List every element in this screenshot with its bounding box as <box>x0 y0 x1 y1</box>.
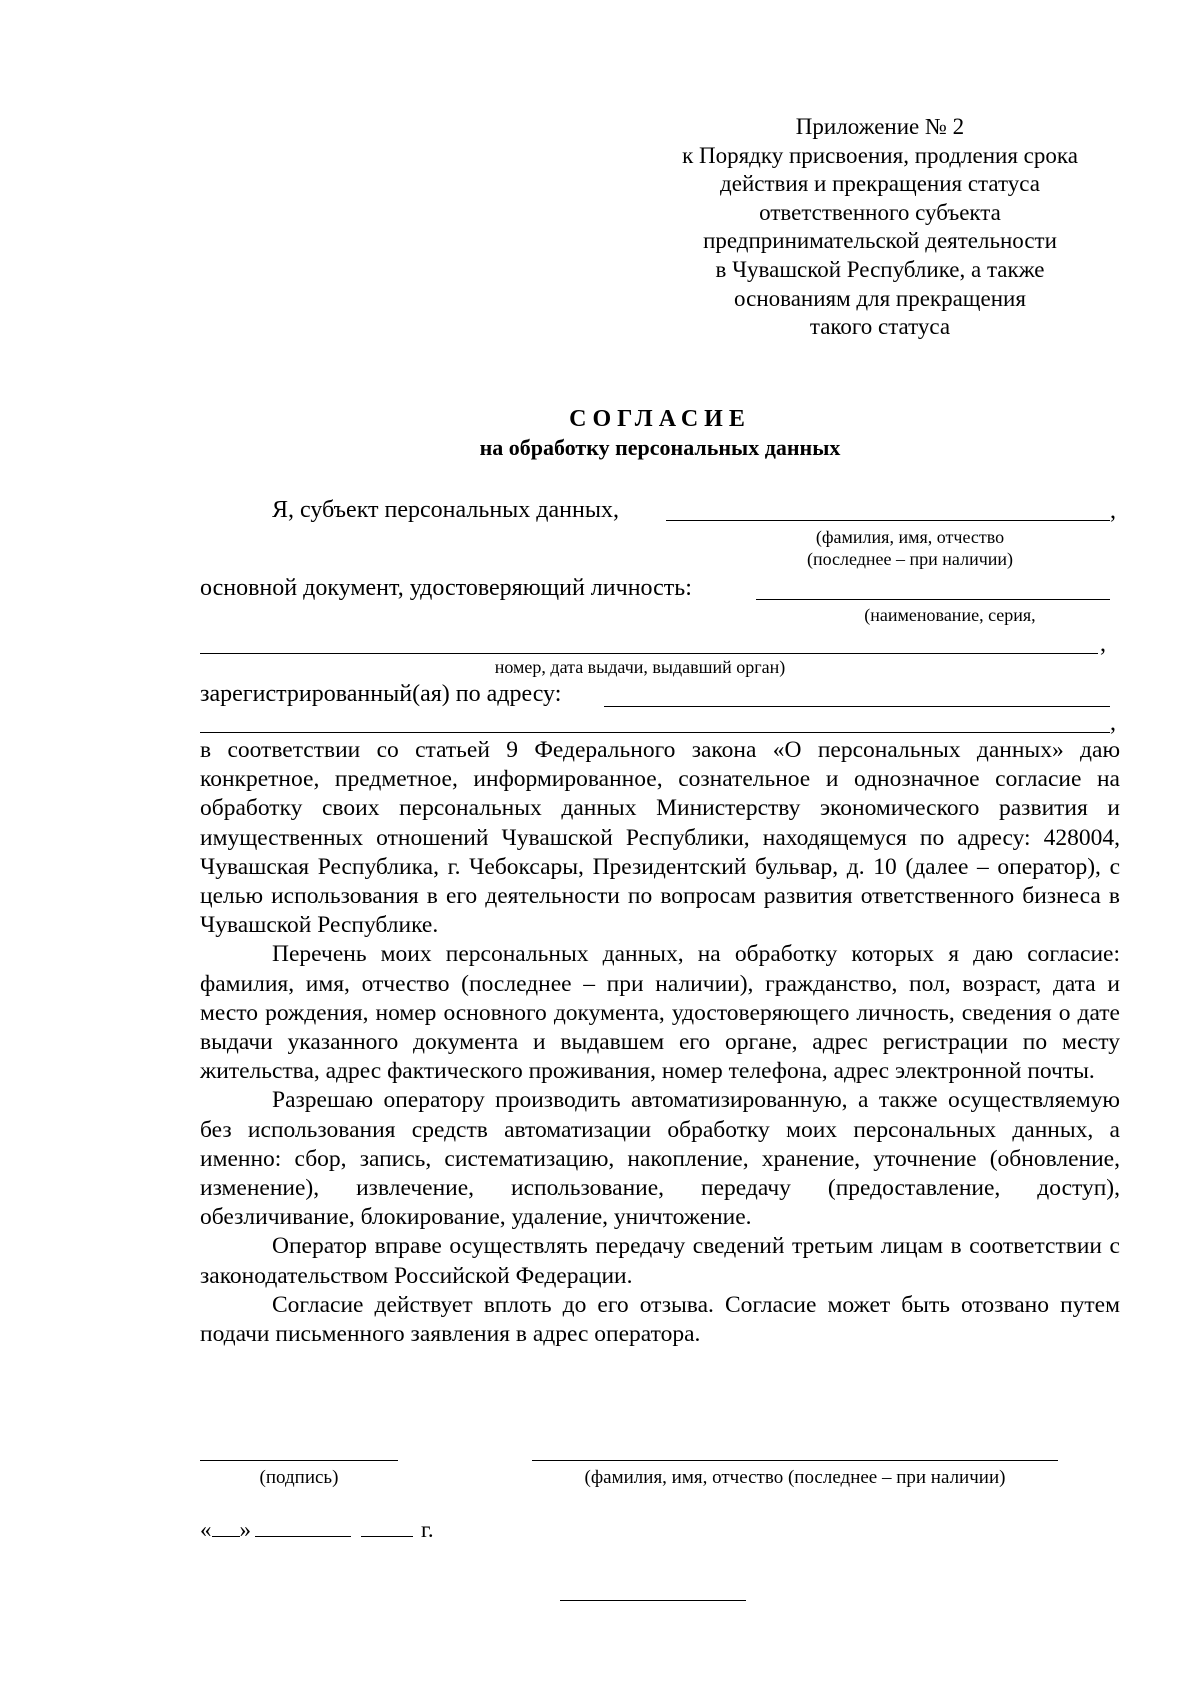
body-paragraph: Согласие действует вплоть до его отзыва. Согласие может быть отозвано путем подачи письменного заявления в адрес оператора. <box>200 1291 1120 1348</box>
appendix-line: основаниям для прекращения <box>734 285 1026 311</box>
date-line <box>200 1515 434 1545</box>
month-field[interactable] <box>255 1516 351 1537</box>
date-close-quote: » <box>239 1517 251 1542</box>
signature-label: (подпись) <box>259 1467 339 1488</box>
document-hint: (наименование, серия, <box>864 605 1036 625</box>
subject-hint: (последнее – при наличии) <box>806 549 1014 569</box>
year-suffix: г. <box>421 1517 434 1542</box>
date-open-quote: « <box>200 1517 212 1542</box>
appendix-line: предпринимательской деятельности <box>703 228 1057 254</box>
consent-body <box>200 736 1120 1349</box>
footer-divider <box>560 1600 746 1601</box>
body-paragraph: Разрешаю оператору производить автоматизированную, а также осуществляемую без использования средств автоматизации обработку моих персональных данных, а именно: сбор, запись, систематизацию, накопление, хранение, уточнение (обновление, изменение), извлечение, использование, передачу (предоставление, доступ), обезличивание, блокирование, удаление, уничтожение. <box>200 1087 1120 1231</box>
appendix-header <box>650 113 1110 342</box>
appendix-line: в Чувашской Республике, а также <box>715 256 1045 282</box>
subject-label: Я, субъект персональных данных, <box>272 497 619 523</box>
document-hint: номер, дата выдачи, выдавший орган) <box>494 657 786 677</box>
comma: , <box>1100 631 1106 657</box>
document-title: СОГЛАСИЕ <box>569 406 751 432</box>
document-subtitle: на обработку персональных данных <box>479 435 841 460</box>
document-field[interactable] <box>756 599 1110 600</box>
address-label: зарегистрированный(ая) по адресу: <box>200 681 562 707</box>
body-paragraph: Оператор вправе осуществлять передачу сведений третьим лицам в соответствии с законодательством Российской Федерации. <box>200 1233 1120 1289</box>
signatory-name-field[interactable] <box>532 1460 1058 1461</box>
comma: , <box>1110 710 1116 736</box>
subject-name-field[interactable] <box>666 520 1110 521</box>
appendix-line: действия и прекращения статуса <box>720 171 1040 197</box>
subject-hint: (фамилия, имя, отчество <box>815 527 1005 547</box>
comma: , <box>1110 498 1116 524</box>
signatory-name-label: (фамилия, имя, отчество (последнее – при наличии) <box>584 1467 1006 1488</box>
appendix-line: Приложение № 2 <box>795 114 965 139</box>
document-label: основной документ, удостоверяющий личность: <box>200 575 692 601</box>
appendix-line: к Порядку присвоения, продления срока <box>682 142 1078 168</box>
appendix-line: такого статуса <box>809 314 951 340</box>
body-paragraph: в соответствии со статьей 9 Федерального закона «О персональных данных» даю конкретное, предметное, информированное, сознательное и однозначное согласие на обработку своих персональных данных Министерству экономического развития и имущественных отношений Чувашской Республики, находящемуся по адресу: 428004, Чувашская Республика, г. Чебоксары, Президентский бульвар, д. 10 (далее – оператор), с целью использования в его деятельности по вопросам развития ответственного бизнеса в Чувашской Республике. <box>200 737 1120 939</box>
document-field-continued[interactable] <box>200 653 1098 654</box>
body-paragraph: Перечень моих персональных данных, на обработку которых я даю согласие: фамилия, имя, отчество (последнее – при наличии), гражданство, пол, возраст, дата и место рождения, номер основного документа, удостоверяющего личность, сведения о дате выдачи указанного документа и выдавшем его органе, адрес регистрации по месту жительства, адрес фактического проживания, номер телефона, адрес электронной почты. <box>200 941 1120 1085</box>
signature-field[interactable] <box>200 1460 398 1461</box>
day-field[interactable] <box>212 1516 240 1537</box>
appendix-line: ответственного субъекта <box>759 199 1001 225</box>
address-field[interactable] <box>604 706 1110 707</box>
address-field-continued[interactable] <box>200 732 1110 733</box>
year-field[interactable] <box>361 1516 413 1537</box>
